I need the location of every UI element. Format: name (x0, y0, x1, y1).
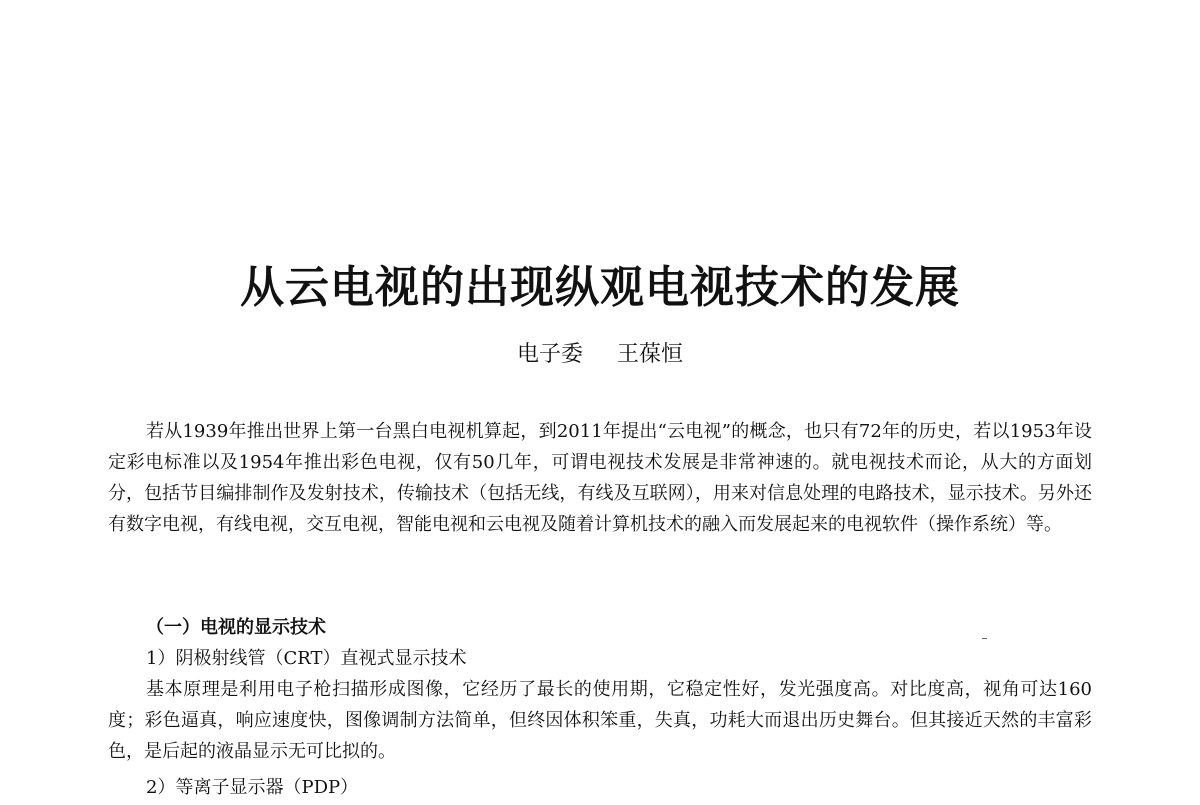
subsection-heading-pdp: 2）等离子显示器（PDP） (146, 777, 359, 798)
subsection-heading-crt: 1）阴极射线管（CRT）直视式显示技术 (146, 648, 467, 669)
author-1: 电子委 (516, 342, 583, 367)
intro-paragraph: 若从1939年推出世界上第一台黑白电视机算起，到2011年提出“云电视”的概念，也只有72年的历史，若以1953年设定彩电标准以及1954年推出彩色电视，仅有50几年，可谓电视技术发展是非常神速的。就电视技术而论，从大的方面划分，包括节目编排制作及发射技术，传输技术（包括无线，有线及互联网），用来对信息处理的电路技术，显示技术。另外还有数字电视，有线电视，交互电视，智能电视和云电视及随着计算机技术的融入而发展起来的电视软件（操作系统）等。 (108, 421, 1092, 535)
author-line (0, 340, 1200, 370)
crt-paragraph: 基本原理是利用电子枪扫描形成图像，它经历了最长的使用期，它稳定性好，发光强度高。对比度高，视角可达160度；彩色逼真，响应速度快，图像调制方法简单，但终因体积笨重，失真，功耗大而退出历史舞台。但其接近天然的丰富彩色，是后起的液晶显示无可比拟的。 (108, 679, 1092, 762)
scan-speck (982, 638, 987, 639)
article-title: 从云电视的出现纵观电视技术的发展 (240, 262, 960, 313)
author-2: 王葆恒 (617, 342, 684, 367)
section-heading: （一）电视的显示技术 (146, 617, 326, 638)
